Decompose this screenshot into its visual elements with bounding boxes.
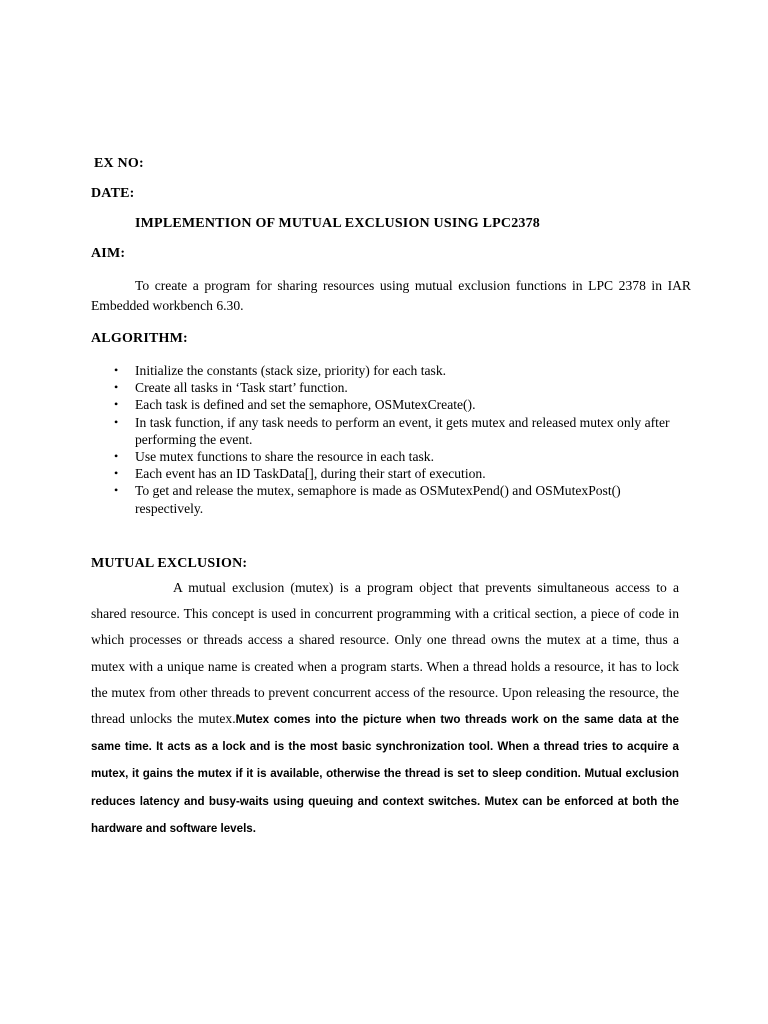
list-item-text: Each event has an ID TaskData[], during their start of execution.: [135, 466, 486, 482]
list-item: [90, 448, 690, 465]
document-title: IMPLEMENTION OF MUTUAL EXCLUSION USING LPC2378: [135, 216, 540, 231]
list-item: [90, 482, 690, 516]
list-item: [90, 362, 690, 379]
mutual-exclusion-heading: MUTUAL EXCLUSION:: [91, 556, 248, 571]
bullet-icon: •: [114, 483, 119, 498]
algorithm-list: [90, 362, 690, 517]
list-item-text: Initialize the constants (stack size, priority) for each task.: [135, 363, 447, 378]
bullet-icon: •: [114, 363, 119, 377]
list-item-text: Each task is defined and set the semaphore, OSMutexCreate().: [135, 397, 476, 413]
list-item: [90, 379, 690, 396]
list-item-text: In task function, if any task needs to perform an event, it gets mutex and released mutex only after performing the event.: [135, 414, 670, 447]
list-item-text: Use mutex functions to share the resource in each task.: [135, 449, 434, 465]
list-item-text: Create all tasks in ‘Task start’ function.: [135, 380, 348, 396]
list-item: [90, 396, 690, 413]
mutual-exclusion-paragraph: [91, 575, 679, 842]
list-item-text: To get and release the mutex, semaphore is made as OSMutexPend() and OSMutexPost() respectively.: [135, 483, 621, 516]
ex-no-label: EX NO:: [94, 156, 144, 171]
aim-paragraph: [91, 276, 691, 316]
list-item: [90, 465, 690, 482]
aim-text: To create a program for sharing resources using mutual exclusion functions in LPC 2378 in IAR Embedded workbench 6.30.: [91, 278, 691, 313]
mutual-exclusion-text: A mutual exclusion (mutex) is a program object that prevents simultaneous access to a shared resource. This concept is used in concurrent programming with a critical section, a piece of code in which processes or threads access a shared resource. Only one thread owns the mutex at a time, thus a mutex with a unique name is created when a program starts. When a thread holds a resource, it has to lock the mutex from other threads to prevent concurrent access of the resource. Upon releasing the resource, the thread unlocks the mutex.: [91, 580, 679, 727]
list-item: [90, 414, 690, 448]
mutual-exclusion-bold-text: Mutex comes into the picture when two threads work on the same data at the same time. It acts as a lock and is the most basic synchronization tool. When a thread tries to acquire a mutex, it gains the mutex if it is available, otherwise the thread is set to sleep condition. Mutual exclusion reduces latency and busy-waits using queuing and context switches. Mutex can be enforced at both the hardware and software levels.: [91, 713, 679, 835]
bullet-icon: •: [114, 380, 119, 395]
bullet-icon: •: [114, 414, 119, 429]
aim-heading: AIM:: [91, 246, 126, 261]
bullet-icon: •: [114, 466, 119, 481]
bullet-icon: •: [114, 397, 119, 412]
date-label: DATE:: [91, 186, 135, 201]
algorithm-heading: ALGORITHM:: [91, 331, 188, 346]
bullet-icon: •: [114, 449, 119, 464]
